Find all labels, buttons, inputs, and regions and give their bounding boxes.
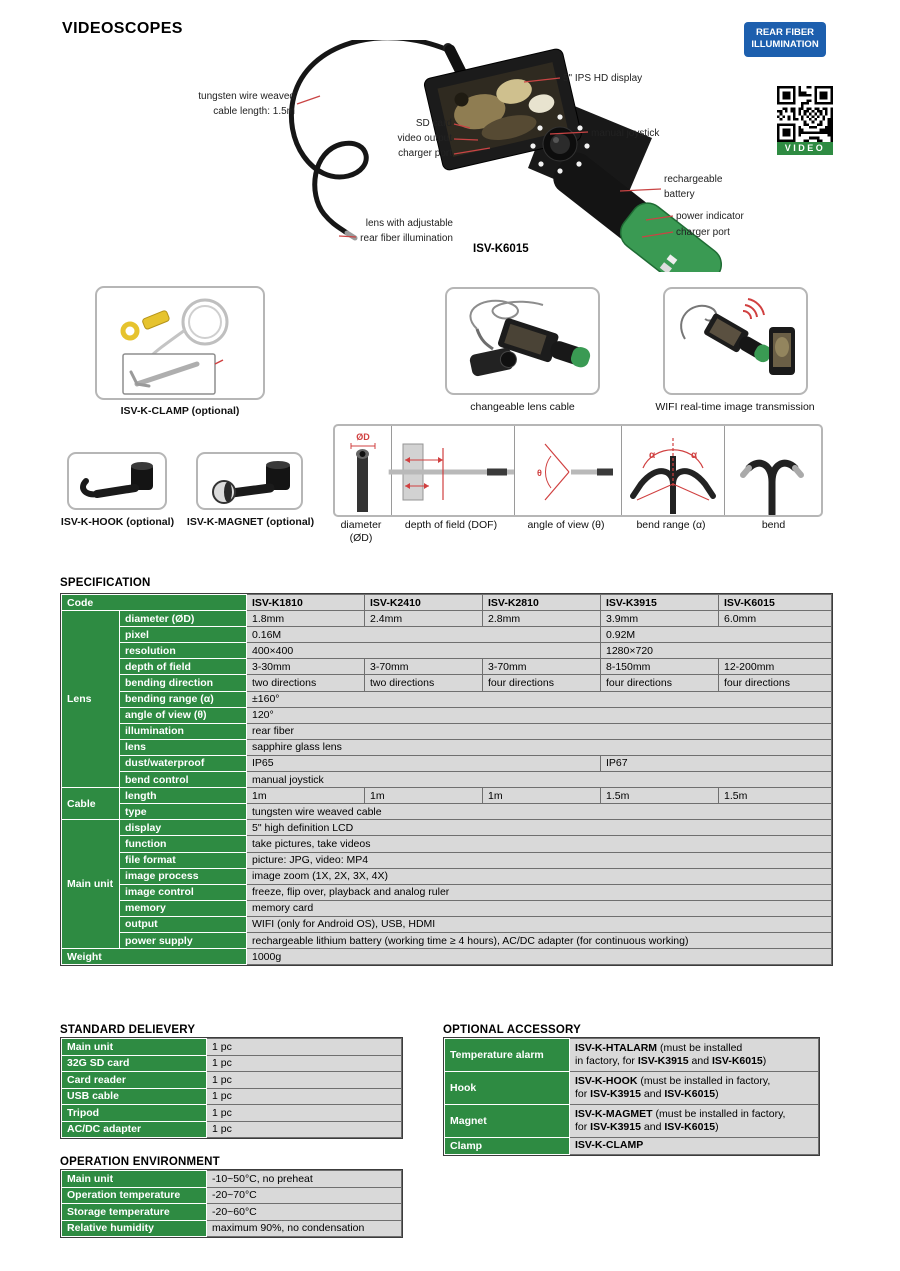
accessory-value [570, 1039, 819, 1072]
diagram-bend-range [633, 438, 713, 514]
spec-value-cell: 3-70mm [483, 659, 601, 675]
delivery-label: USB cable [62, 1088, 207, 1105]
svg-text:α: α [649, 450, 656, 461]
standard-delivery-table [61, 1038, 402, 1138]
spec-code-cell: ISV-K1810 [247, 595, 365, 611]
accessory-label: Magnet [445, 1105, 570, 1138]
delivery-label: Card reader [62, 1072, 207, 1089]
spec-row-label: function [120, 836, 247, 852]
callout-battery [664, 172, 722, 202]
accessory-value-segment: (must be installed in factory, [637, 1074, 771, 1087]
environment-label: Storage temperature [62, 1204, 207, 1221]
spec-row-label: power supply [120, 932, 247, 948]
delivery-value: 1 pc [207, 1039, 402, 1056]
spec-row-label: file format [120, 852, 247, 868]
accessory-label: Hook [445, 1072, 570, 1105]
diagram-caption-diameter: diameter (ØD) [340, 519, 382, 544]
spec-code-header: Code [62, 595, 247, 611]
delivery-label: 32G SD card [62, 1055, 207, 1072]
accessory-value-segment: ISV-K-HTALARM [575, 1041, 658, 1054]
accessory-value-segment: in factory, for [575, 1055, 638, 1067]
accessory-value-segment: ISV-K3915 [590, 1088, 641, 1100]
spec-value-cell: picture: JPG, video: MP4 [247, 852, 832, 868]
spec-weight-value: 1000g [247, 949, 832, 965]
delivery-value: 1 pc [207, 1105, 402, 1122]
spec-value-cell: IP67 [601, 755, 832, 771]
spec-value-cell: 8-150mm [601, 659, 719, 675]
page-title: VIDEOSCOPES [62, 20, 183, 37]
operation-environment-heading: OPERATION ENVIRONMENT [60, 1156, 220, 1168]
lens-cable-caption: changeable lens cable [470, 401, 575, 413]
spec-value-cell: 400×400 [247, 643, 601, 659]
clamp-photo [95, 286, 265, 400]
spec-value-cell: 1.5m [601, 788, 719, 804]
badge-line1: REAR FIBER [755, 27, 815, 38]
diagram-strip [333, 424, 823, 517]
accessory-value-segment: and [640, 1121, 665, 1133]
optional-accessory-heading: OPTIONAL ACCESSORY [443, 1024, 581, 1036]
spec-value-cell: 2.8mm [483, 611, 601, 627]
spec-value-cell: 1m [247, 788, 365, 804]
callout-joystick: manual joystick [591, 128, 660, 139]
lens-cable-photo [445, 287, 600, 395]
spec-value-cell: four directions [719, 675, 832, 691]
accessory-value-segment: for [575, 1088, 591, 1100]
spec-group-cell: Lens [62, 611, 120, 788]
spec-value-cell: two directions [365, 675, 483, 691]
callout-lens-line1: lens with adjustable [365, 218, 453, 229]
accessory-value-segment: ISV-K3915 [637, 1055, 689, 1067]
spec-row-label: bend control [120, 772, 247, 788]
spec-group-cell: Cable [62, 788, 120, 820]
accessory-value-segment: (must be installed in factory, [652, 1107, 786, 1120]
spec-value-cell: 6.0mm [719, 611, 832, 627]
diagram-caption-bend-range: bend range (α) [636, 519, 706, 531]
accessory-value-segment: and [640, 1088, 665, 1100]
callout-charger-port-bottom: charger port [676, 227, 730, 238]
hero-section [60, 40, 840, 272]
spec-row-label: bending range (α) [120, 691, 247, 707]
spec-value-cell: manual joystick [247, 772, 832, 788]
callout-lens-line2: rear fiber illumination [360, 233, 453, 244]
spec-row-label: pixel [120, 627, 247, 643]
hero-model-caption: ISV-K6015 [473, 243, 529, 255]
delivery-label: AC/DC adapter [62, 1121, 207, 1138]
spec-row-label: depth of field [120, 659, 247, 675]
diagram-caption-angle: angle of view (θ) [527, 519, 605, 531]
spec-value-cell: tungsten wire weaved cable [247, 804, 832, 820]
accessory-value [570, 1072, 819, 1105]
spec-weight-label: Weight [62, 949, 247, 965]
accessory-label: Clamp [445, 1138, 570, 1155]
svg-text:ØD: ØD [356, 432, 370, 442]
spec-value-cell: 1.8mm [247, 611, 365, 627]
spec-value-cell: rear fiber [247, 723, 832, 739]
spec-row-label: memory [120, 900, 247, 916]
diagram-angle [537, 444, 613, 500]
specification-table-wrap [60, 593, 833, 966]
spec-code-cell: ISV-K2410 [365, 595, 483, 611]
spec-value-cell: memory card [247, 900, 832, 916]
accessory-value [570, 1105, 819, 1138]
accessory-value-segment: ) [715, 1121, 719, 1133]
diagram-bend [743, 463, 801, 514]
accessory-value-segment: (must be installed [657, 1041, 743, 1054]
specification-table [61, 594, 832, 965]
callout-ports [362, 116, 452, 161]
environment-label: Main unit [62, 1171, 207, 1188]
delivery-label: Tripod [62, 1105, 207, 1122]
specification-heading: SPECIFICATION [60, 577, 151, 589]
spec-row-label: illumination [120, 723, 247, 739]
magnet-photo [196, 452, 303, 510]
delivery-label: Main unit [62, 1039, 207, 1056]
spec-value-cell: 12-200mm [719, 659, 832, 675]
environment-value: -20~60°C [207, 1204, 402, 1221]
callout-sd-card: SD card [415, 118, 452, 129]
callout-cable-line1: tungsten wire weaved [198, 91, 295, 102]
accessory-value-segment: and [688, 1055, 712, 1067]
spec-value-cell: 1.5m [719, 788, 832, 804]
spec-row-label: lens [120, 739, 247, 755]
callout-video-output: video output [397, 133, 452, 144]
spec-value-cell: four directions [601, 675, 719, 691]
spec-value-cell: ±160° [247, 691, 832, 707]
spec-row-label: image process [120, 868, 247, 884]
accessory-value-segment: ISV-K6015 [664, 1088, 716, 1100]
callout-battery-line2: battery [664, 189, 695, 200]
environment-label: Operation temperature [62, 1187, 207, 1204]
spec-row-label: angle of view (θ) [120, 707, 247, 723]
callout-charger-port-top: charger port [398, 148, 452, 159]
spec-value-cell: 3.9mm [601, 611, 719, 627]
delivery-value: 1 pc [207, 1055, 402, 1072]
magnet-caption: ISV-K-MAGNET (optional) [186, 516, 315, 528]
delivery-value: 1 pc [207, 1121, 402, 1138]
accessory-value-segment: ISV-K-MAGMET [575, 1107, 653, 1120]
hook-caption: ISV-K-HOOK (optional) [60, 516, 175, 528]
badge-line2: ILLUMINATION [751, 39, 819, 51]
diagram-caption-bend: bend [761, 519, 786, 531]
spec-row-label: resolution [120, 643, 247, 659]
accessory-value-segment: ) [762, 1055, 767, 1067]
diagram-caption-dof: depth of field (DOF) [404, 519, 498, 531]
accessory-value-segment: ISV-K-HOOK [575, 1074, 638, 1087]
wifi-caption: WIFI real-time image transmission [655, 401, 815, 413]
spec-value-cell: 120° [247, 707, 832, 723]
spec-value-cell: take pictures, take videos [247, 836, 832, 852]
spec-row-label: diameter (ØD) [120, 611, 247, 627]
spec-value-cell: 1m [483, 788, 601, 804]
spec-value-cell: 1m [365, 788, 483, 804]
spec-row-label: image control [120, 884, 247, 900]
hook-photo [67, 452, 167, 510]
accessory-value [570, 1138, 819, 1155]
video-label: VIDEO [777, 142, 833, 155]
callout-lens [337, 216, 453, 246]
diagram-diameter [351, 432, 375, 512]
spec-row-label: type [120, 804, 247, 820]
accessory-value-segment: ISV-K6015 [664, 1121, 716, 1133]
delivery-value: 1 pc [207, 1072, 402, 1089]
spec-value-cell: image zoom (1X, 2X, 3X, 4X) [247, 868, 832, 884]
svg-text:α: α [691, 450, 698, 461]
callout-cable [153, 89, 295, 119]
spec-value-cell: four directions [483, 675, 601, 691]
operation-environment-table-wrap [60, 1169, 403, 1238]
optional-accessory-table-wrap [443, 1037, 820, 1156]
callout-cable-line2: cable length: 1.5m [213, 106, 295, 117]
accessory-value-segment: ISV-K3915 [590, 1121, 641, 1133]
wifi-photo [663, 287, 808, 395]
svg-text:θ: θ [537, 468, 542, 478]
spec-value-cell: 5" high definition LCD [247, 820, 832, 836]
spec-value-cell: freeze, flip over, playback and analog ruler [247, 884, 832, 900]
spec-row-label: length [120, 788, 247, 804]
spec-row-label: output [120, 916, 247, 932]
spec-group-cell: Main unit [62, 820, 120, 949]
spec-row-label: bending direction [120, 675, 247, 691]
standard-delivery-heading: STANDARD DELIEVERY [60, 1024, 196, 1036]
environment-value: -10~50°C, no preheat [207, 1171, 402, 1188]
spec-row-label: display [120, 820, 247, 836]
spec-value-cell: 3-30mm [247, 659, 365, 675]
accessory-value-segment: for [575, 1121, 591, 1133]
spec-value-cell: 3-70mm [365, 659, 483, 675]
spec-value-cell: two directions [247, 675, 365, 691]
optional-accessory-table [444, 1038, 819, 1155]
spec-value-cell: 0.92M [601, 627, 832, 643]
spec-value-cell: 0.16M [247, 627, 601, 643]
callout-power-indicator: power indicator [676, 211, 744, 222]
standard-delivery-table-wrap [60, 1037, 403, 1139]
callout-display: 5" IPS HD display [563, 73, 643, 84]
environment-value: -20~70°C [207, 1187, 402, 1204]
accessory-label: Temperature alarm [445, 1039, 570, 1072]
accessory-value-segment: ) [715, 1088, 719, 1100]
spec-value-cell: IP65 [247, 755, 601, 771]
callout-battery-line1: rechargeable [664, 174, 723, 185]
spec-code-cell: ISV-K6015 [719, 595, 832, 611]
operation-environment-table [61, 1170, 402, 1237]
clamp-caption: ISV-K-CLAMP (optional) [120, 405, 240, 417]
spec-value-cell: WIFI (only for Android OS), USB, HDMI [247, 916, 832, 932]
spec-value-cell: sapphire glass lens [247, 739, 832, 755]
accessory-value-segment: ISV-K-CLAMP [575, 1139, 644, 1152]
environment-value: maximum 90%, no condensation [207, 1220, 402, 1237]
environment-label: Relative humidity [62, 1220, 207, 1237]
spec-value-cell: 2.4mm [365, 611, 483, 627]
spec-row-label: dust/waterproof [120, 755, 247, 771]
spec-code-cell: ISV-K3915 [601, 595, 719, 611]
spec-code-cell: ISV-K2810 [483, 595, 601, 611]
accessory-value-segment: ISV-K6015 [711, 1055, 763, 1067]
delivery-value: 1 pc [207, 1088, 402, 1105]
spec-value-cell: 1280×720 [601, 643, 832, 659]
diagram-dof [389, 444, 514, 500]
spec-value-cell: rechargeable lithium battery (working time ≥ 4 hours), AC/DC adapter (for continuous working) [247, 932, 832, 948]
